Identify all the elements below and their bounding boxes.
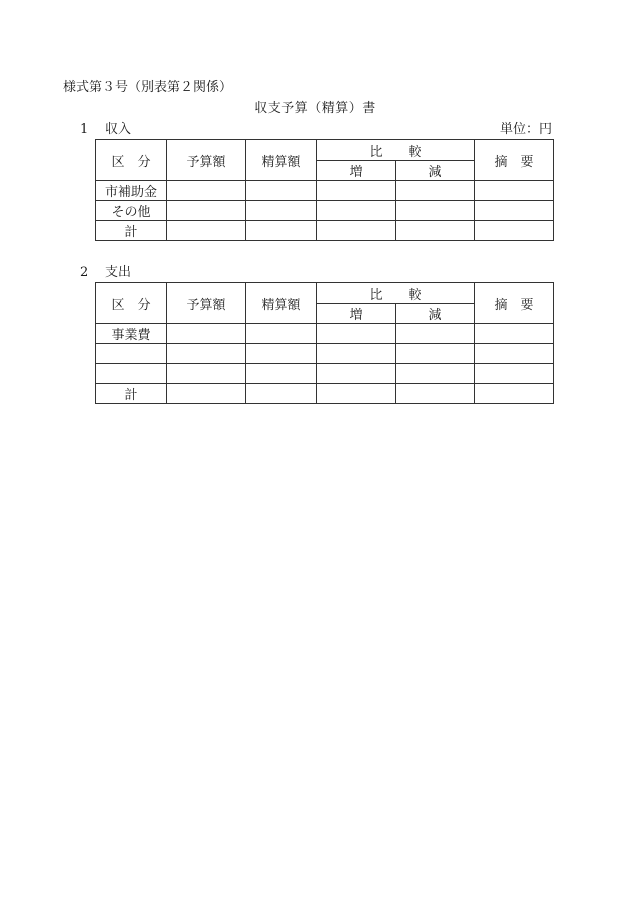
unit-label: 単位：円 [499,122,552,137]
header-category: 区 分 [96,140,167,181]
row-label: 計 [96,384,167,404]
budget-cell [167,364,246,384]
budget-cell [167,324,246,344]
income-heading [80,121,131,139]
remarks-cell [475,384,554,404]
budget-cell [167,201,246,221]
table-row [96,181,554,201]
row-label: 事業費 [96,324,167,344]
header-remarks: 摘 要 [475,283,554,324]
table-row [96,384,554,404]
row-label: 計 [96,221,167,241]
decrease-cell [396,324,475,344]
expense-table [95,282,554,404]
settled-cell [246,324,317,344]
settled-cell [246,344,317,364]
header-remarks: 摘 要 [475,140,554,181]
table-row [96,344,554,364]
increase-cell [317,201,396,221]
increase-cell [317,344,396,364]
settled-cell [246,181,317,201]
decrease-cell [396,221,475,241]
table-row [96,324,554,344]
header-budget: 予算額 [167,140,246,181]
decrease-cell [396,344,475,364]
remarks-cell [475,221,554,241]
expense-section-number: 2 [80,265,89,280]
settled-cell [246,364,317,384]
settled-cell [246,201,317,221]
row-label [96,364,167,384]
budget-cell [167,384,246,404]
header-increase: 増 [317,161,396,181]
remarks-cell [475,364,554,384]
header-category: 区 分 [96,283,167,324]
income-section-number: 1 [80,122,89,137]
header-decrease: 減 [396,161,475,181]
decrease-cell [396,181,475,201]
expense-heading [80,264,131,282]
header-decrease: 減 [396,304,475,324]
form-number: 様式第３号（別表第２関係） [63,80,233,95]
header-comparison: 比 較 [317,283,475,304]
remarks-cell [475,201,554,221]
table-row [96,201,554,221]
remarks-cell [475,181,554,201]
decrease-cell [396,201,475,221]
budget-cell [167,181,246,201]
header-comparison: 比 較 [317,140,475,161]
row-label: 市補助金 [96,181,167,201]
document-title: 収支予算（精算）書 [254,101,376,116]
increase-cell [317,324,396,344]
increase-cell [317,364,396,384]
header-settled: 精算額 [246,283,317,324]
header-settled: 精算額 [246,140,317,181]
budget-cell [167,221,246,241]
settled-cell [246,221,317,241]
header-budget: 予算額 [167,283,246,324]
table-row [96,221,554,241]
settled-cell [246,384,317,404]
increase-cell [317,181,396,201]
expense-section-label: 支出 [105,265,132,280]
income-table [95,139,554,241]
row-label: その他 [96,201,167,221]
decrease-cell [396,384,475,404]
header-increase: 増 [317,304,396,324]
remarks-cell [475,344,554,364]
decrease-cell [396,364,475,384]
income-section-label: 収入 [105,122,132,137]
budget-cell [167,344,246,364]
remarks-cell [475,324,554,344]
increase-cell [317,384,396,404]
row-label [96,344,167,364]
increase-cell [317,221,396,241]
table-row [96,364,554,384]
